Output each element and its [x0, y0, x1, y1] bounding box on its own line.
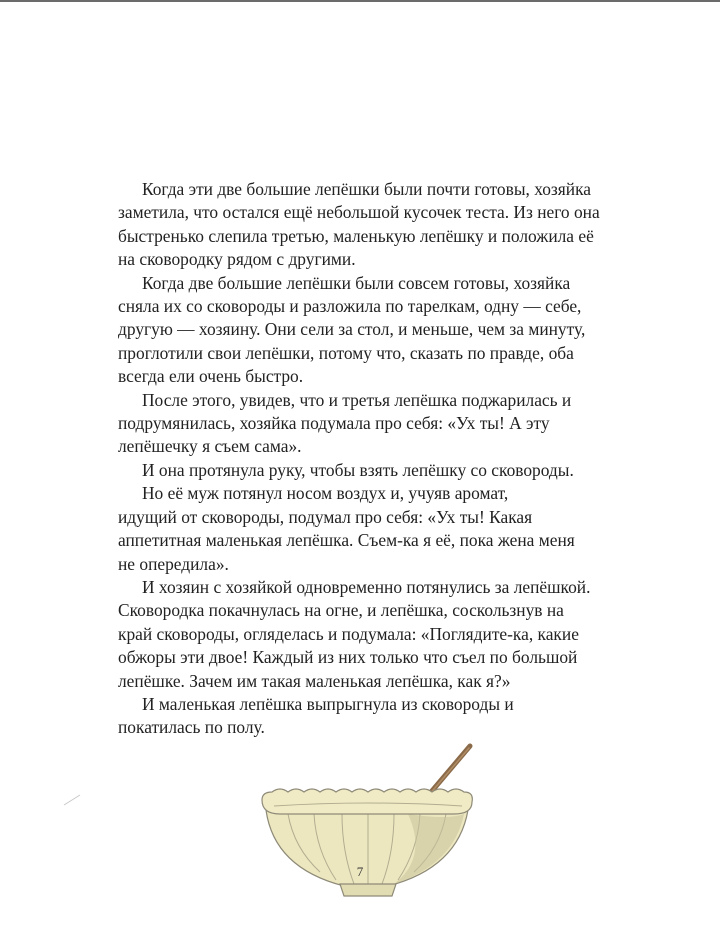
text-line: Когда эти две большие лепёшки были почти готовы, хозяйка: [142, 179, 592, 199]
text-line: лепёшке. Зачем им такая маленькая лепёшка, как я?»: [118, 670, 511, 691]
text-line: Но её муж потянул носом воздух и, учуяв аромат,: [142, 483, 509, 504]
text-line: И хозяин с хозяйкой одновременно потянулись за лепёшкой.: [142, 576, 591, 597]
paragraph-5: [118, 482, 604, 576]
text-line: И она протянула руку, чтобы взять лепёшку со сковороды.: [142, 459, 574, 480]
text-line: Сковородка покачнулась на огне, и лепёшка, соскользнув на: [118, 600, 564, 621]
text-line: обжоры эти двое! Каждый из них только что съел по большой: [118, 647, 578, 668]
pencil-mark-icon: [62, 793, 82, 807]
text-line: И маленькая лепёшка выпрыгнула из сковороды и: [142, 693, 514, 714]
story-text: [118, 178, 604, 740]
paragraph-2: [118, 272, 604, 389]
text-line: идущий от сковороды, подумал про себя: «Ух ты! Какая: [118, 506, 533, 527]
paragraph-4: [118, 459, 604, 482]
text-line: После этого, увидев, что и третья лепёшка поджарилась и: [142, 389, 572, 410]
text-line: другую — хозяину. Они сели за стол, и меньше, чем за минуту,: [118, 319, 586, 340]
text-line: не опередила».: [118, 553, 229, 574]
text-line: лепёшечку я съем сама».: [118, 436, 302, 457]
text-line: покатилась по полу.: [118, 717, 265, 738]
text-line: подрумянилась, хозяйка подумала про себя: «Ух ты! А эту: [118, 413, 550, 434]
paragraph-1: [118, 178, 604, 272]
bowl-rim: [262, 789, 472, 814]
spoon-handle-highlight: [428, 748, 469, 796]
text-line: сняла их со сковороды и разложила по тарелкам, одну — себе,: [118, 296, 582, 317]
bowl-foot: [340, 884, 396, 896]
text-line: аппетитная маленькая лепёшка. Съем-ка я её, пока жена меня: [118, 530, 575, 551]
text-line: быстренько слепила третью, маленькую лепёшку и положила её: [118, 225, 594, 246]
text-line: проглотили свои лепёшки, потому что, сказать по правде, оба: [118, 342, 574, 363]
paragraph-7: [118, 693, 604, 740]
text-line: заметила, что остался ещё небольшой кусочек теста. Из него она: [118, 202, 600, 223]
top-edge-rule: [0, 0, 720, 2]
text-line: всегда ели очень быстро.: [118, 366, 304, 387]
text-line: Когда две большие лепёшки были совсем готовы, хозяйка: [142, 272, 571, 293]
paragraph-6: [118, 576, 604, 693]
text-line: на сковородку рядом с другими.: [118, 249, 356, 270]
text-line: край сковороды, огляделась и подумала: «Поглядите-ка, какие: [118, 623, 579, 644]
page-number: 7: [356, 864, 364, 879]
paragraph-3: [118, 389, 604, 459]
